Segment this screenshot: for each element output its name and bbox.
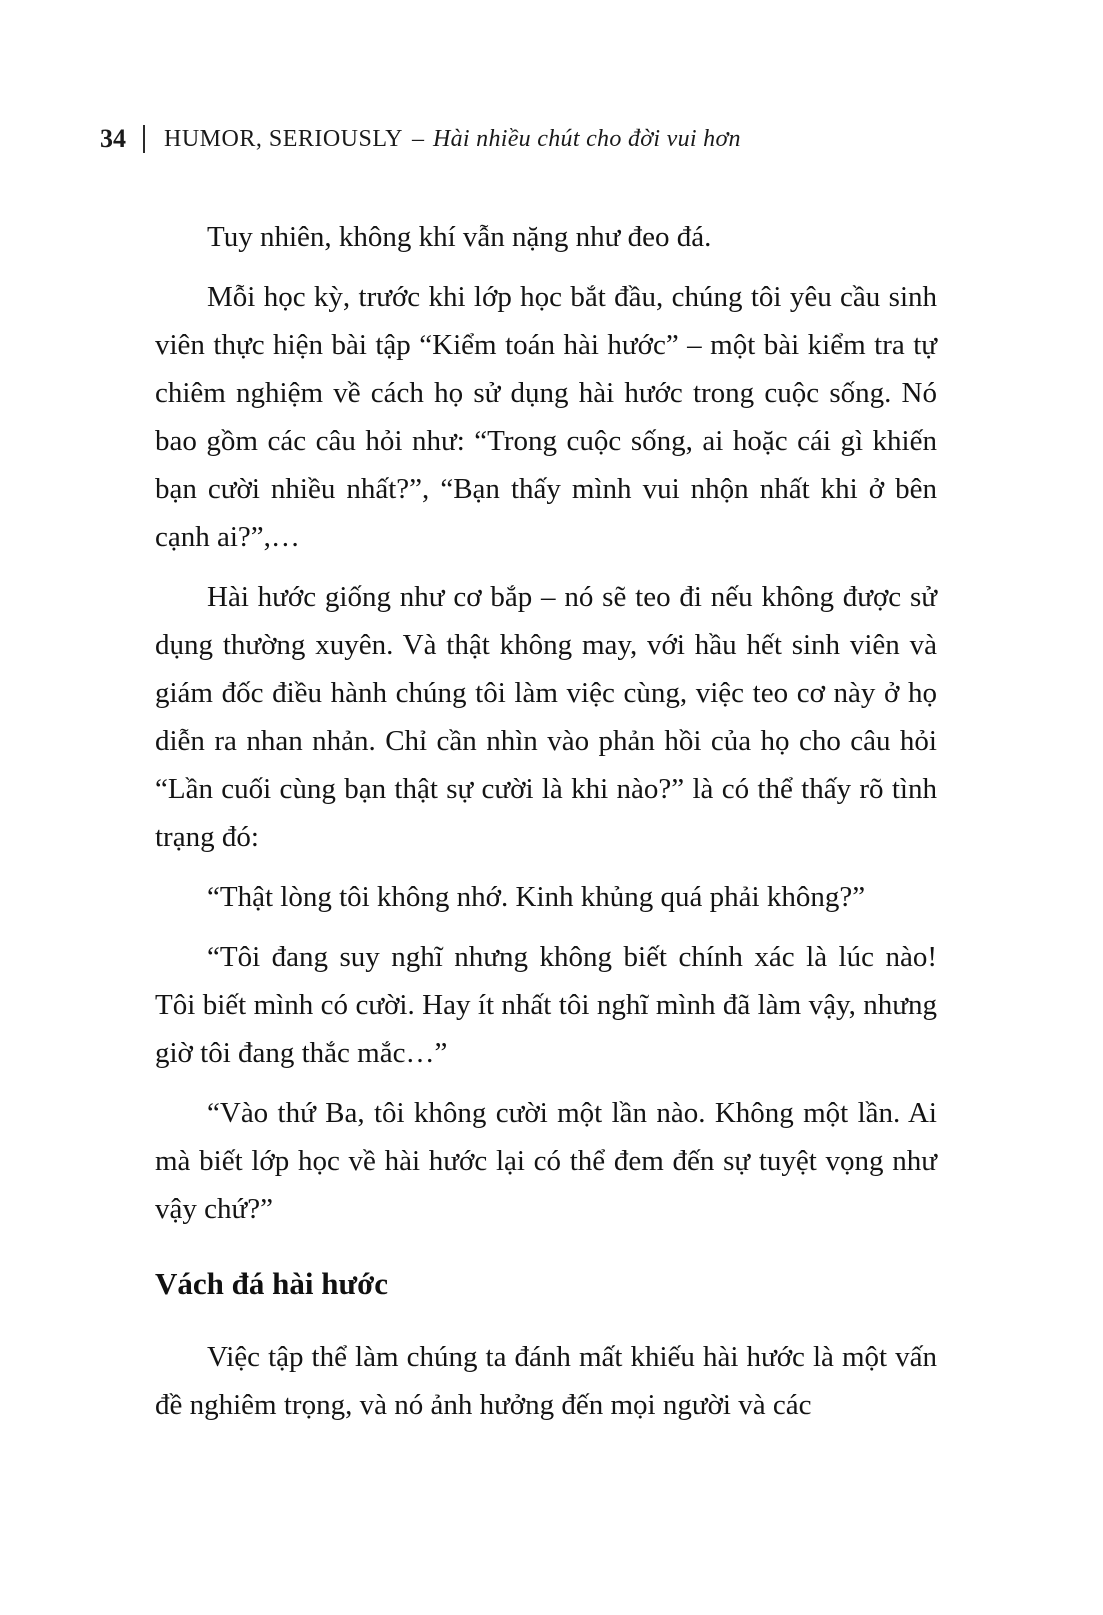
page-number: 34: [100, 124, 126, 153]
paragraph: Việc tập thể làm chúng ta đánh mất khiếu hài hước là một vấn đề nghiêm trọng, và nó ảnh hưởng đến mọi người và các: [155, 1341, 937, 1421]
header-divider: [143, 125, 145, 153]
section-heading: Vách đá hài hước: [155, 1266, 388, 1301]
quote-paragraph: “Tôi đang suy nghĩ nhưng không biết chính xác là lúc nào! Tôi biết mình có cười. Hay ít nhất tôi nghĩ mình đã làm vậy, nhưng giờ tôi đang thắc mắc…”: [155, 941, 937, 1069]
paragraph: Hài hước giống như cơ bắp – nó sẽ teo đi nếu không được sử dụng thường xuyên. Và thật không may, với hầu hết sinh viên và giám đốc điều hành chúng tôi làm việc cùng, việc teo cơ này ở họ diễn ra nhan nhản. Chỉ cần nhìn vào phản hồi của họ cho câu hỏi “Lần cuối cùng bạn thật sự cười là khi nào?” là có thể thấy rõ tình trạng đó:: [155, 581, 937, 853]
paragraph: Tuy nhiên, không khí vẫn nặng như đeo đá.: [207, 221, 712, 253]
book-title: HUMOR, SERIOUSLY: [164, 125, 403, 152]
quote-paragraph: “Thật lòng tôi không nhớ. Kinh khủng quá phải không?”: [207, 881, 866, 913]
quote-paragraph: “Vào thứ Ba, tôi không cười một lần nào. Không một lần. Ai mà biết lớp học về hài hước lại có thể đem đến sự tuyệt vọng như vậy chứ?”: [155, 1097, 937, 1225]
book-subtitle: Hài nhiều chút cho đời vui hơn: [432, 125, 741, 152]
paragraph: Mỗi học kỳ, trước khi lớp học bắt đầu, chúng tôi yêu cầu sinh viên thực hiện bài tập “Kiểm toán hài hước” – một bài kiểm tra tự chiêm nghiệm về cách họ sử dụng hài hước trong cuộc sống. Nó bao gồm các câu hỏi như: “Trong cuộc sống, ai hoặc cái gì khiến bạn cười nhiều nhất?”, “Bạn thấy mình vui nhộn nhất khi ở bên cạnh ai?”,…: [155, 281, 937, 553]
header-dash: –: [411, 125, 424, 152]
page-header: [100, 124, 983, 154]
page-body: [155, 213, 937, 1441]
